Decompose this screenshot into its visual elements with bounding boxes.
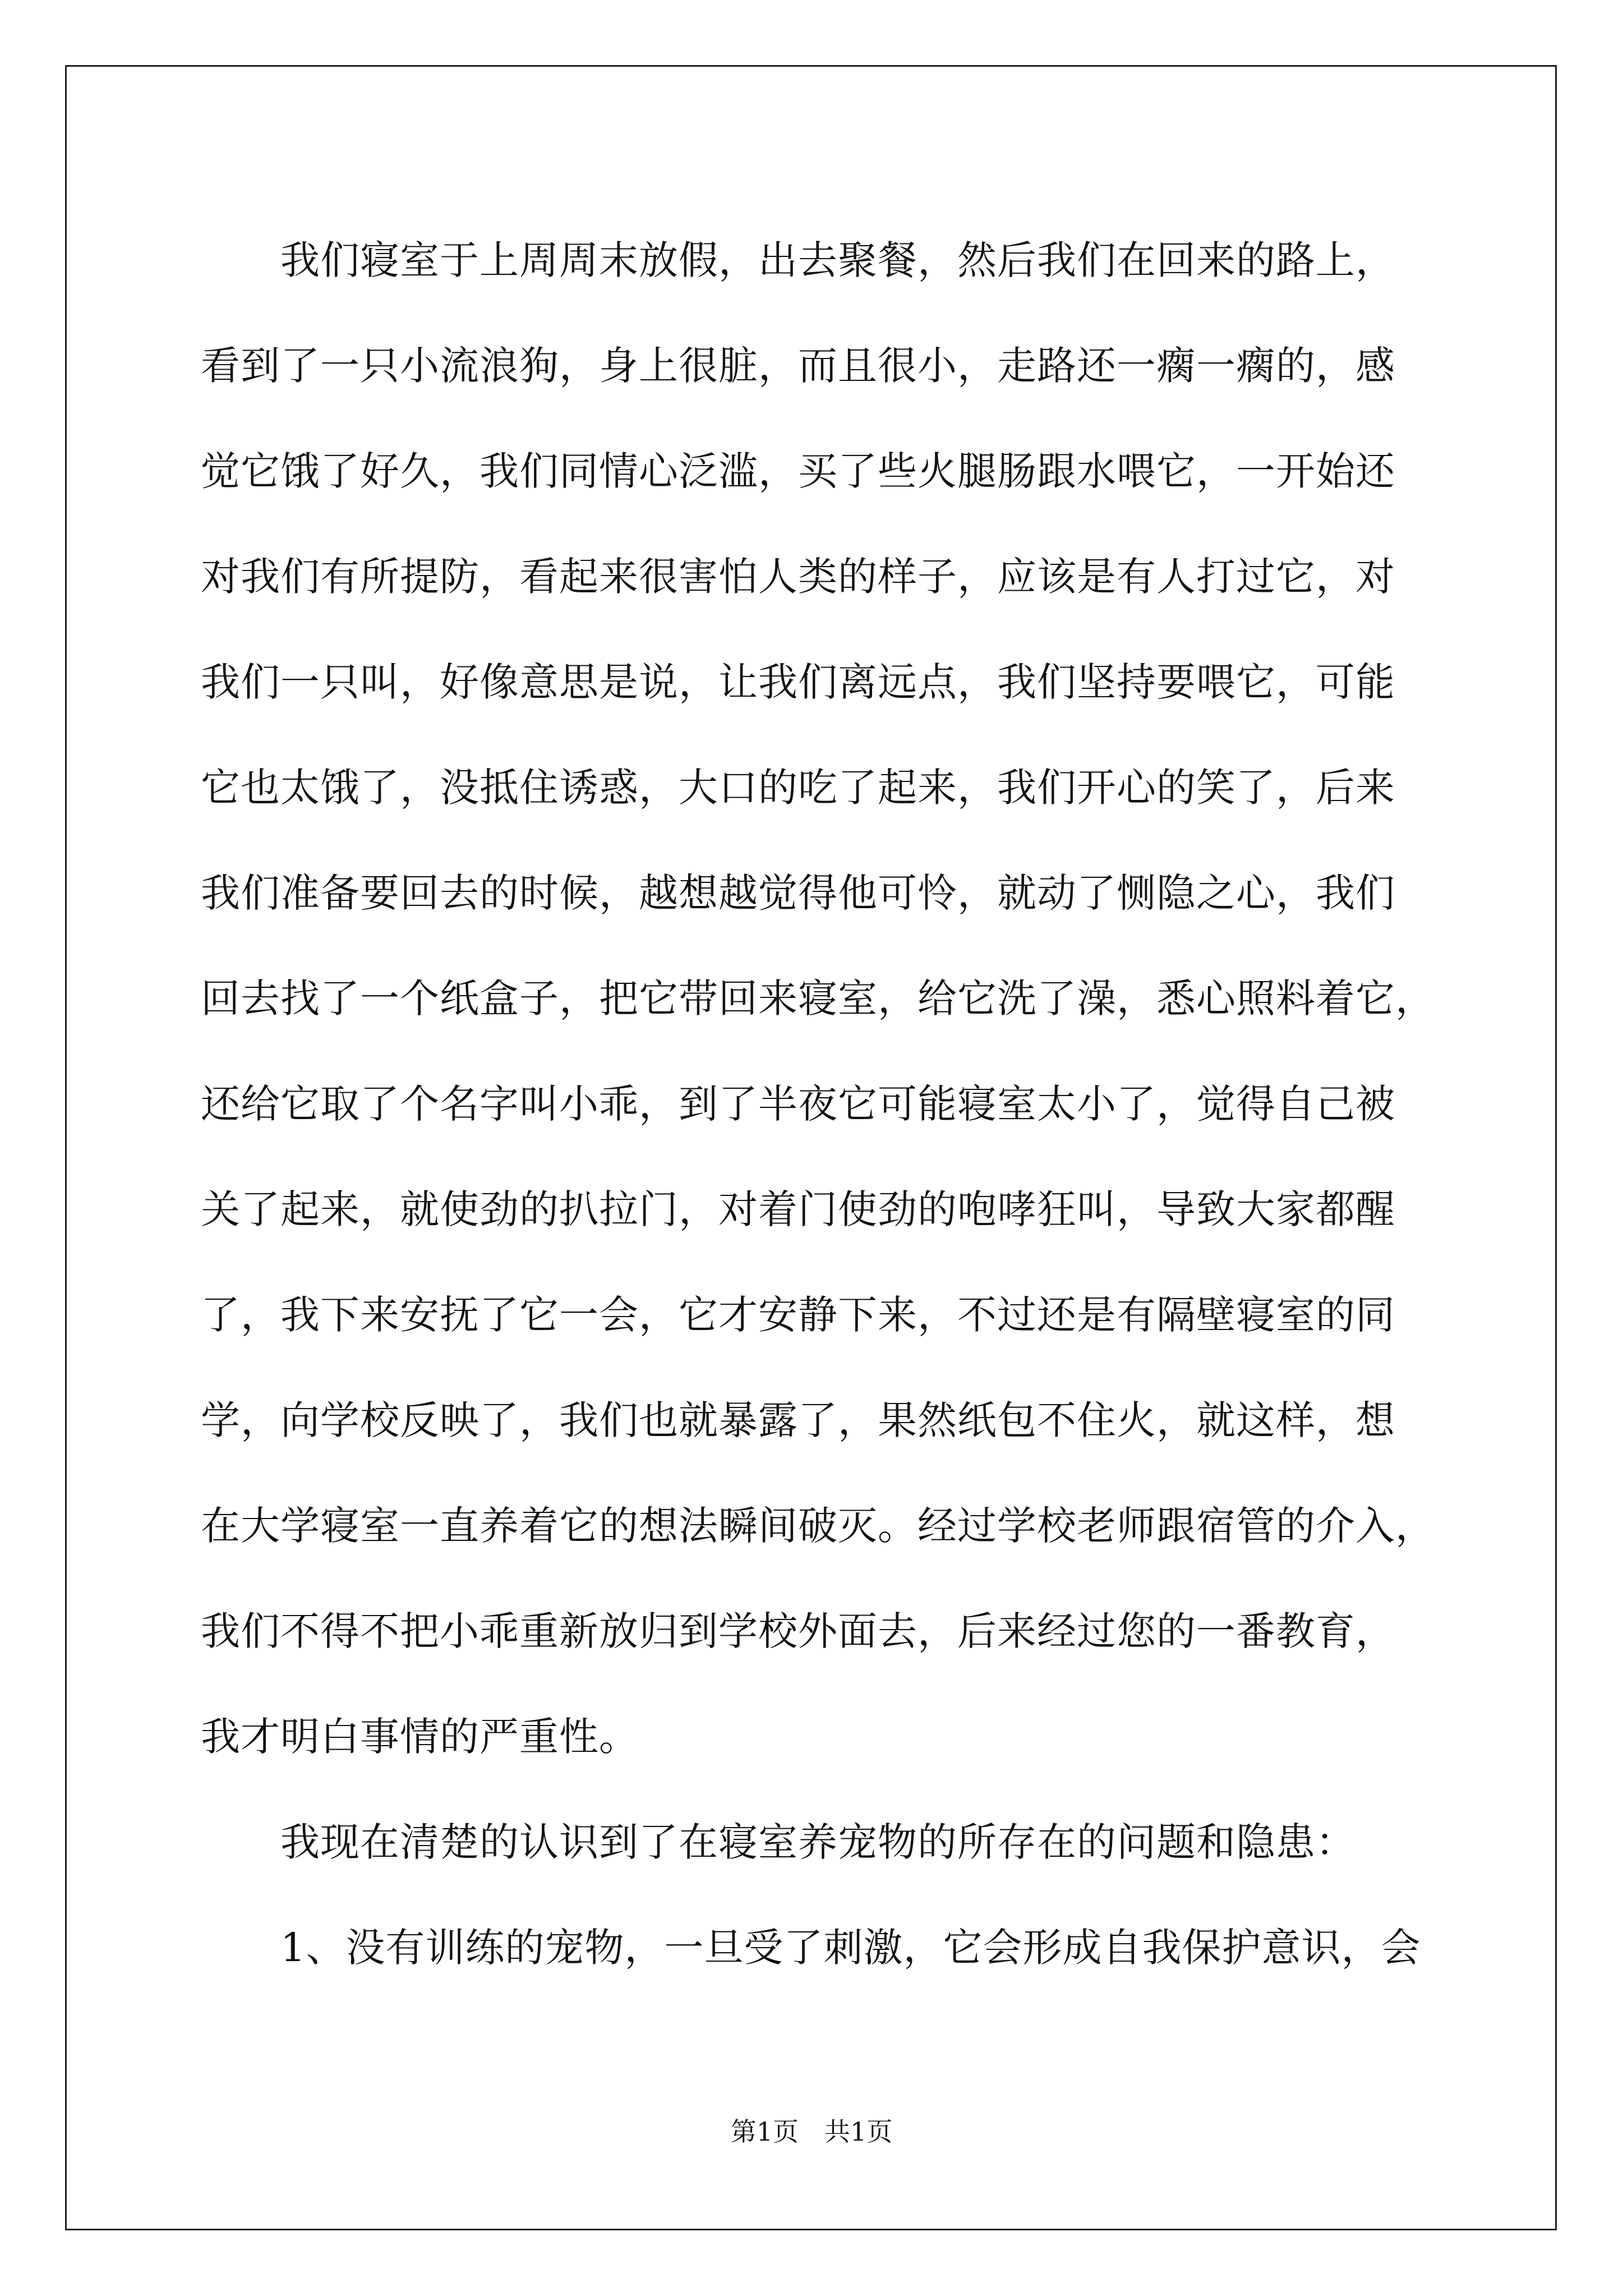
text-line: 我们一只叫，好像意思是说，让我们离远点，我们坚持要喂它，可能 [201, 659, 1395, 705]
page-footer: 第1页 共1页 [730, 2116, 893, 2147]
text-line: 觉它饿了好久，我们同情心泛滥，买了些火腿肠跟水喂它，一开始还 [201, 448, 1395, 494]
text-line: 看到了一只小流浪狗，身上很脏，而且很小，走路还一瘸一瘸的，感 [201, 343, 1395, 389]
text-line: 在大学寝室一直养着它的想法瞬间破灭。经过学校老师跟宿管的介入， [201, 1503, 1435, 1549]
document-body [201, 208, 1435, 2000]
text-line: 我们不得不把小乖重新放归到学校外面去，后来经过您的一番教育， [201, 1608, 1395, 1654]
text-line: 了，我下来安抚了它一会，它才安静下来，不过还是有隔壁寝室的同 [201, 1292, 1395, 1338]
text-line: 还给它取了个名字叫小乖，到了半夜它可能寝室太小了，觉得自己被 [201, 1081, 1395, 1127]
text-line: 我现在清楚的认识到了在寝室养宠物的所存在的问题和隐患： [280, 1819, 1355, 1865]
text-line: 1、没有训练的宠物，一旦受了刺激，它会形成自我保护意识，会 [280, 1925, 1421, 1971]
text-line: 学，向学校反映了，我们也就暴露了，果然纸包不住火，就这样，想 [201, 1397, 1395, 1443]
text-line: 对我们有所提防，看起来很害怕人类的样子，应该是有人打过它，对 [201, 554, 1395, 600]
text-line: 我们准备要回去的时候，越想越觉得他可怜，就动了恻隐之心，我们 [201, 870, 1395, 916]
text-line: 关了起来，就使劲的扒拉门，对着门使劲的咆哮狂叫，导致大家都醒 [201, 1186, 1395, 1232]
text-line: 我才明白事情的严重性。 [201, 1714, 639, 1760]
text-line: 它也太饿了，没抵住诱惑，大口的吃了起来，我们开心的笑了，后来 [201, 765, 1395, 811]
text-line: 我们寝室于上周周末放假，出去聚餐，然后我们在回来的路上， [280, 237, 1395, 283]
text-line: 回去找了一个纸盒子，把它带回来寝室，给它洗了澡，悉心照料着它， [201, 976, 1435, 1022]
